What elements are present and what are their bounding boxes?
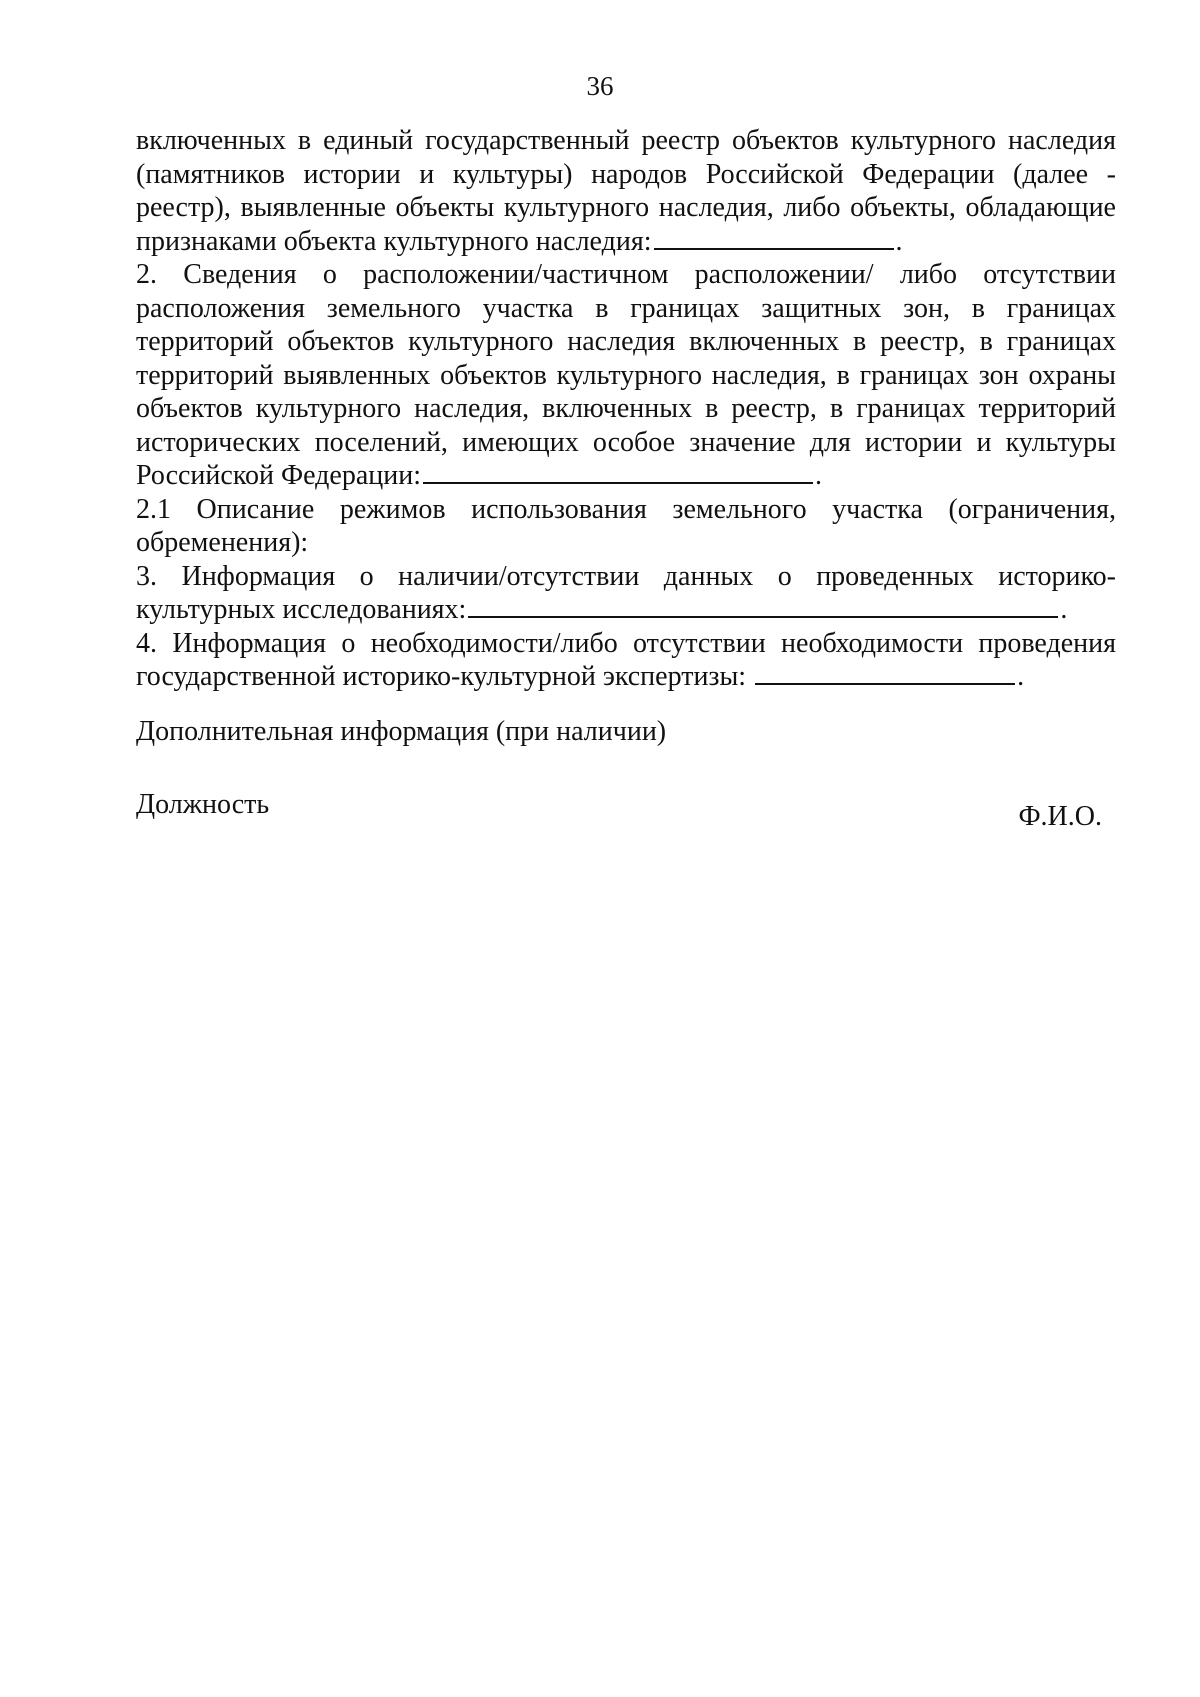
fill-in-line (654, 228, 894, 250)
paragraph-end-mark: . (1060, 594, 1068, 625)
paragraph-research-info (136, 560, 1116, 627)
paragraph-cultural-heritage-registry (136, 124, 1116, 258)
paragraph-text: включенных в единый государственный реестр объектов культурного наследия (памятников истории и культуры) народов Российской Федерации (далее - реестр), выявленные объекты культурного наследия, либо объекты, обладающие признаками объекта культурного наследия: (136, 125, 1116, 257)
paragraph-text: 4. Информация о необходимости/либо отсутствии необходимости проведения государственной историко-культурной экспертизы: (136, 627, 1116, 692)
paragraph-location-info (136, 258, 1116, 493)
paragraph-text: 3. Информация о наличии/отсутствии данных о проведенных историко-культурных исследованиях: (136, 560, 1116, 625)
full-name-label: Ф.И.О. (1018, 801, 1102, 832)
paragraph-usage-regimes (136, 493, 1116, 560)
document-body (136, 124, 1116, 694)
paragraph-end-mark: . (895, 225, 903, 257)
fill-in-line (755, 663, 1015, 685)
paragraph-text: 2.1 Описание режимов использования земельного участка (ограничения, обременения): (136, 493, 1116, 558)
paragraph-text: 2. Сведения о расположении/частичном расположении/ либо отсутствии расположения земельного участка в границах защитных зон, в границах территорий объектов культурного наследия включенных в реестр, в границах территорий выявленных объектов культурного наследия, в границах зон охраны объектов культурного наследия, включенных в реестр, в границах территорий исторических поселений, имеющих особое значение для истории и культуры Российской Федерации: (136, 259, 1116, 491)
fill-in-line (468, 596, 1058, 618)
additional-info-label: Дополнительная информация (при наличии) (136, 716, 667, 747)
paragraph-expertise-info (136, 627, 1116, 694)
fill-in-line (423, 462, 813, 484)
page-number: 36 (586, 71, 614, 101)
position-label: Должность (136, 789, 270, 820)
paragraph-end-mark: . (1017, 661, 1025, 692)
paragraph-end-mark: . (815, 460, 823, 491)
